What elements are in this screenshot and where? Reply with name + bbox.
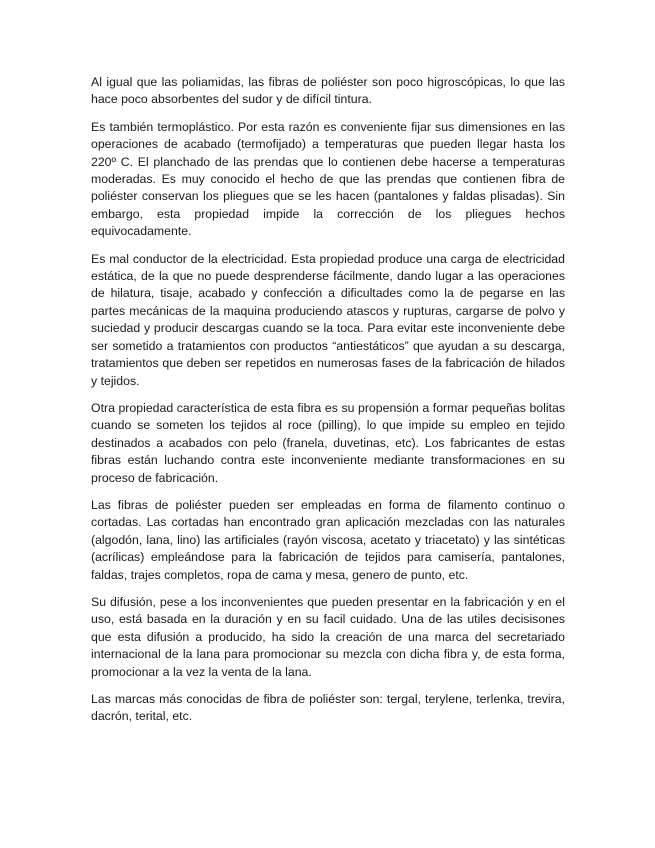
paragraph-uses: Las fibras de poliéster pueden ser empleadas en forma de filamento continuo o cortadas. Las cortadas han encontrado gran aplicación mezcladas con las naturales (algodón, lana, lino) las artificiales (rayón viscosa, acetato y triacetato) y las sintéticas (acrílicas) empleándose para la fabricación de tejidos para camisería, pantalones, faldas, trajes completos, ropa de cama y mesa, genero de punto, etc. xyxy=(91,497,565,582)
paragraph-brands: Las marcas más conocidas de fibra de poliéster son: tergal, terylene, terlenka, trevira, dacrón, terital, etc. xyxy=(91,692,565,724)
paragraph-diffusion: Su difusión, pese a los inconvenientes que pueden presentar en la fabricación y en el uso, está basada en la duración y en su facil cuidado. Una de las utiles decisisones que esta difusión a producido, ha sido la creación de una marca del secretariado internacional de la lana para promocionar su mezcla con dicha fibra y, de esta forma, promocionar a la vez la venta de la lana. xyxy=(91,594,565,679)
paragraph-static-electricity: Es mal conductor de la electricidad. Esta propiedad produce una carga de electricidad estática, de la que no puede desprenderse fácilmente, dando lugar a las operaciones de hilatura, tisaje, acabado y confección a dificultades como la de pegarse en las partes mecánicas de la maquina produciendo atascos y rupturas, cargarse de polvo y suciedad y producir descargas cuando se la toca. Para evitar este inconveniente debe ser sometido a tratamientos con productos “antiestáticos” que ayudan a su descarga, tratamientos que deben ser repetidos en numerosas fases de la fabricación de hilados y tejidos. xyxy=(91,251,565,388)
paragraph-thermoplastic: Es también termoplástico. Por esta razón es conveniente fijar sus dimensiones en las operaciones de acabado (termofijado) a temperaturas que pueden llegar hasta los 220º C. El planchado de las prendas que lo contienen debe hacerse a temperaturas moderadas. Es muy conocido el hecho de que las prendas que contienen fibra de poliéster conservan los pliegues que se les hacen (pantalones y faldas plisadas). Sin embargo, esta propiedad impide la corrección de los pliegues hechos equivocadamente. xyxy=(91,119,565,239)
paragraph-pilling: Otra propiedad característica de esta fibra es su propensión a formar pequeñas bolitas cuando se someten los tejidos al roce (pilling), lo que impide su empleo en tejido destinados a acabados con pelo (franela, duvetinas, etc). Los fabricantes de estas fibras están luchando contra este inconveniente mediante transformaciones en su proceso de fabricación. xyxy=(91,400,565,485)
document-body xyxy=(91,74,565,726)
paragraph-hygroscopy: Al igual que las poliamidas, las fibras de poliéster son poco higroscópicas, lo que las hace poco absorbentes del sudor y de difícil tintura. xyxy=(91,75,565,107)
